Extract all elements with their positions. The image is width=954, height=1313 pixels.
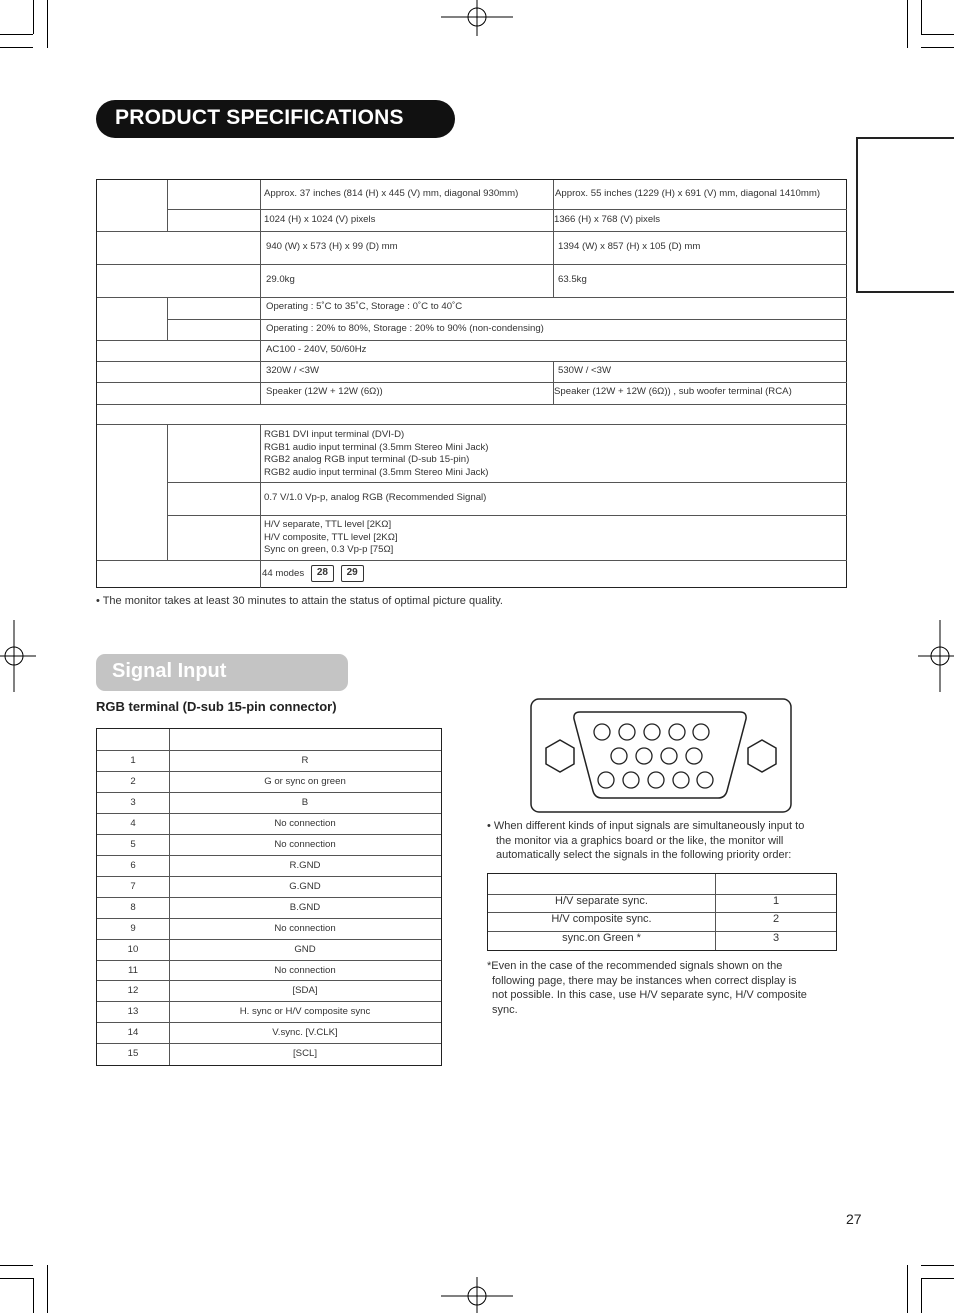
priority-note-line: • When different kinds of input signals are simultaneously input to: [487, 820, 805, 832]
pin-number: 10: [127, 943, 139, 955]
pin-hole: [636, 748, 652, 764]
pin-signal: B.GND: [289, 901, 321, 913]
pin-number: 6: [130, 859, 136, 871]
audio-55: Speaker (12W + 12W (6Ω)) , sub woofer terminal (RCA): [554, 386, 792, 397]
crop-mark: [921, 1278, 954, 1279]
dimensions-55: 1394 (W) x 857 (H) x 105 (D) mm: [558, 241, 701, 252]
modes-text: 44 modes: [262, 568, 305, 580]
pin-number: 4: [130, 817, 136, 829]
pin-table: [96, 728, 442, 1066]
video-signal: 0.7 V/1.0 Vp-p, analog RGB (Recommended Signal): [264, 492, 487, 503]
pin-signal: GND: [294, 943, 316, 955]
priority-rank: 1: [772, 895, 780, 907]
sync-signal-line: H/V composite, TTL level [2KΩ]: [264, 531, 398, 543]
pin-number: 7: [130, 880, 136, 892]
registration-mark: [441, 1277, 513, 1313]
priority-note: [487, 819, 804, 863]
priority-table: [487, 873, 837, 951]
spec-note: • The monitor takes at least 30 minutes to attain the status of optimal picture quality.: [96, 595, 503, 607]
pin-signal: No connection: [274, 817, 336, 829]
crop-mark: [921, 47, 954, 48]
priority-note-line: the monitor via a graphics board or the like, the monitor will: [496, 834, 784, 847]
crop-mark: [47, 1265, 48, 1313]
section-header-product-specifications: [96, 100, 455, 138]
power-consumption-37: 320W / <3W: [266, 365, 320, 376]
page-number: 27: [846, 1211, 862, 1227]
pin-hole: [644, 724, 660, 740]
page-title: PRODUCT SPECIFICATIONS: [115, 106, 404, 129]
pin-hole: [686, 748, 702, 764]
priority-signal: H/V separate sync.: [555, 895, 648, 907]
screen-size-55: Approx. 55 inches (1229 (H) x 691 (V) mm, diagonal 1410mm): [555, 188, 821, 199]
power-consumption-55: 530W / <3W: [558, 365, 612, 376]
crop-mark: [921, 34, 954, 35]
pin-number: 8: [130, 901, 136, 913]
crop-mark: [921, 1265, 954, 1266]
crop-mark: [0, 47, 33, 48]
pin-hole: [611, 748, 627, 764]
crop-mark: [0, 1278, 33, 1279]
spec-table: [96, 179, 847, 588]
pin-signal: No connection: [274, 922, 336, 934]
crop-mark: [907, 0, 908, 48]
footnote-line: *Even in the case of the recommended signals shown on the: [487, 960, 783, 972]
pin-hole: [594, 724, 610, 740]
power-supply: AC100 - 240V, 50/60Hz: [266, 344, 367, 355]
audio-37: Speaker (12W + 12W (6Ω)): [266, 386, 383, 397]
crop-mark: [0, 1265, 33, 1266]
resolution-55: 1366 (H) x 768 (V) pixels: [554, 214, 661, 225]
sync-signal-line: H/V separate, TTL level [2KΩ]: [264, 519, 392, 530]
input-terminal-line: RGB2 analog RGB input terminal (D-sub 15-pin): [264, 454, 470, 465]
pin-signal: No connection: [274, 964, 336, 976]
signal-input-title: Signal Input: [112, 660, 227, 682]
pin-number: 1: [130, 755, 136, 766]
input-terminal-line: RGB1 DVI input terminal (DVI-D): [264, 429, 405, 440]
priority-rank: 3: [772, 932, 780, 944]
weight-37: 29.0kg: [266, 274, 295, 285]
pin-signal: V.sync. [V.CLK]: [272, 1027, 338, 1039]
pin-hole: [598, 772, 614, 788]
pin-signal: R.GND: [289, 859, 321, 871]
pin-signal: G.GND: [289, 880, 321, 892]
footnote-line: sync.: [492, 1003, 518, 1016]
page-ref-badge[interactable]: 28: [311, 565, 334, 582]
pin-number: 2: [130, 775, 136, 787]
priority-signal: H/V composite sync.: [551, 913, 652, 925]
input-terminal-line: RGB1 audio input terminal (3.5mm Stereo Mini Jack): [264, 441, 489, 453]
pin-signal: H. sync or H/V composite sync: [239, 1006, 371, 1018]
sync-signal-line: Sync on green, 0.3 Vp-p [75Ω]: [264, 544, 394, 555]
pin-signal: G or sync on green: [264, 775, 346, 787]
humidity: Operating : 20% to 80%, Storage : 20% to 90% (non-condensing): [266, 323, 544, 334]
pin-signal: [SDA]: [292, 985, 318, 997]
pin-hole: [693, 724, 709, 740]
pin-signal: R: [301, 755, 309, 766]
crop-mark: [33, 0, 34, 34]
crop-mark: [47, 0, 48, 48]
pin-hole: [648, 772, 664, 788]
crop-mark: [921, 0, 922, 34]
footnote-line: not possible. In this case, use H/V separate sync, H/V composite: [492, 989, 807, 1001]
crop-mark: [0, 34, 33, 35]
priority-rank: 2: [772, 913, 780, 925]
modes-cell: [262, 565, 364, 583]
pin-number: 11: [128, 964, 138, 976]
dsub-connector-icon: [530, 698, 792, 814]
screen-size-37: Approx. 37 inches (814 (H) x 445 (V) mm, diagonal 930mm): [264, 188, 519, 199]
priority-note-line: automatically select the signals in the following priority order:: [496, 849, 792, 861]
pin-hole: [669, 724, 685, 740]
crop-mark: [33, 1278, 34, 1313]
pin-number: 15: [127, 1048, 139, 1060]
footnote: [487, 959, 807, 1017]
page-ref-badge[interactable]: 29: [341, 565, 364, 582]
weight-55: 63.5kg: [558, 274, 587, 285]
pin-signal: [SCL]: [293, 1048, 317, 1060]
pin-number: 9: [130, 922, 136, 934]
pin-hole: [623, 772, 639, 788]
resolution-37: 1024 (H) x 1024 (V) pixels: [264, 214, 376, 225]
registration-mark: [918, 620, 954, 692]
pin-number: 13: [127, 1006, 139, 1018]
dimensions-37: 940 (W) x 573 (H) x 99 (D) mm: [266, 241, 398, 252]
pin-signal: No connection: [274, 838, 336, 850]
side-tab: [856, 137, 954, 293]
crop-mark: [921, 1278, 922, 1313]
section-header-signal-input: [96, 654, 348, 691]
pin-number: 5: [130, 838, 136, 850]
registration-mark: [441, 0, 513, 36]
pin-hole: [697, 772, 713, 788]
footnote-line: following page, there may be instances when correct display is: [492, 974, 797, 987]
pin-number: 14: [127, 1027, 139, 1039]
pin-number: 12: [127, 985, 139, 997]
pin-hole: [619, 724, 635, 740]
temperature: Operating : 5˚C to 35˚C, Storage : 0˚C to 40˚C: [266, 301, 463, 312]
pin-hole: [673, 772, 689, 788]
input-terminal-line: RGB2 audio input terminal (3.5mm Stereo Mini Jack): [264, 466, 489, 478]
priority-signal: sync.on Green *: [562, 932, 641, 944]
registration-mark: [0, 620, 36, 692]
pin-hole: [661, 748, 677, 764]
crop-mark: [907, 1265, 908, 1313]
rgb-terminal-title: RGB terminal (D-sub 15-pin connector): [96, 699, 337, 714]
pin-number: 3: [130, 796, 136, 808]
pin-signal: B: [301, 796, 309, 808]
